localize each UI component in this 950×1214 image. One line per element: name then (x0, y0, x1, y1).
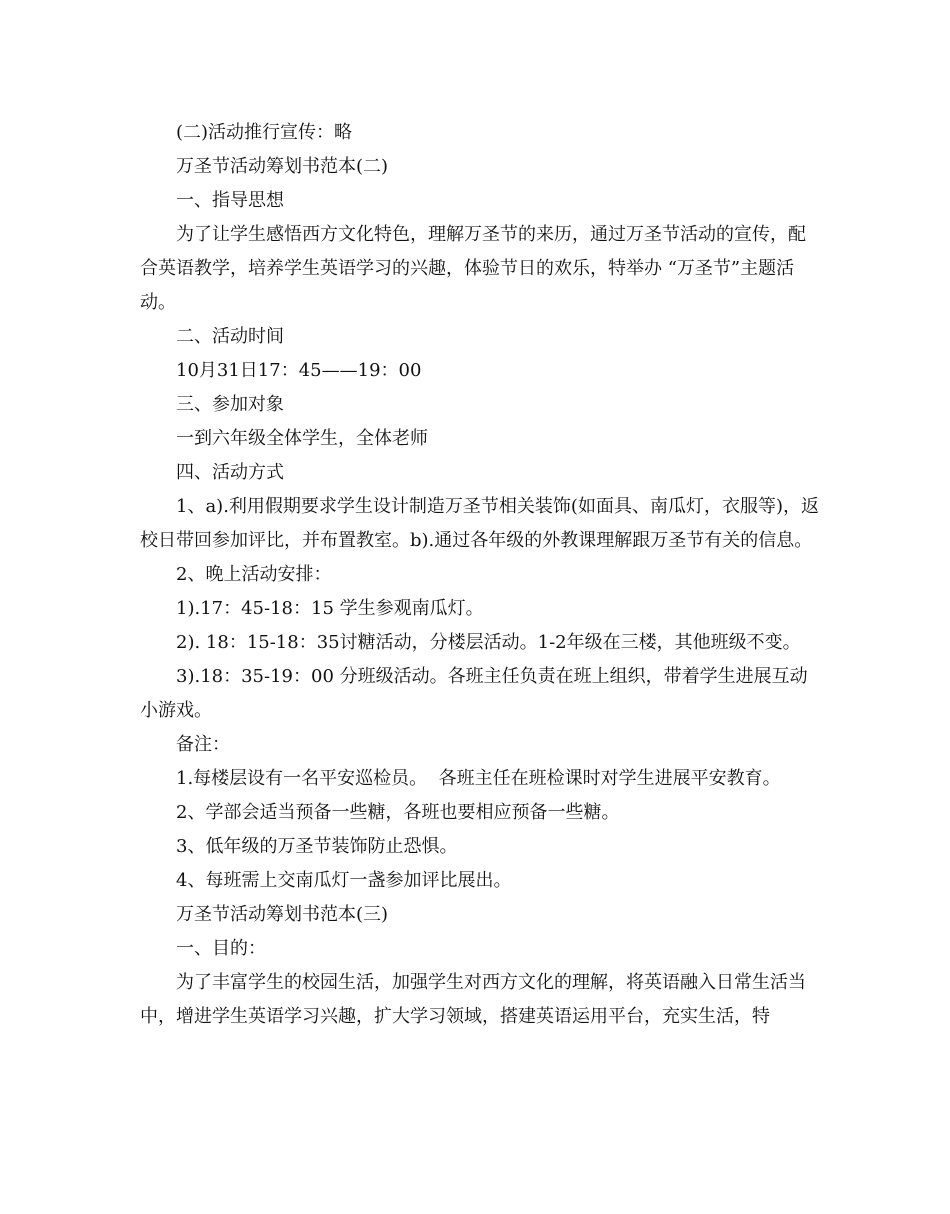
note-item-2: 2、学部会适当预备一些糖，各班也要相应预备一些糖。 (176, 802, 620, 823)
section-title-sample-2: 万圣节活动筹划书范本(二) (176, 156, 389, 177)
paragraph-method-1: 1、a).利用假期要求学生设计制造万圣节相关装饰(如面具、南瓜灯，衣服等)，返校日带回参加评比，并布置教室。b).通过各年级的外教课理解跟万圣节有关的信息。 (140, 496, 819, 551)
heading-participants: 三、参加对象 (176, 394, 284, 415)
schedule-item-3: 3).18：35-19：00 分班级活动。各班主任负责在班上组织，带着学生进展互动小游戏。 (140, 666, 808, 721)
heading-notes: 备注： (176, 734, 230, 755)
schedule-item-2: 2). 18：15-18：35讨糖活动，分楼层活动。1-2年级在三楼，其他班级不变。 (176, 632, 801, 653)
paragraph-purpose: 为了丰富学生的校园生活，加强学生对西方文化的理解，将英语融入日常生活当中，增进学生英语学习兴趣，扩大学习领域，搭建英语运用平台，充实生活，特 (140, 972, 806, 1027)
heading-guiding-thought: 一、指导思想 (176, 190, 284, 211)
heading-purpose: 一、目的： (176, 938, 266, 959)
paragraph-publicity: (二)活动推行宣传：略 (176, 122, 353, 143)
heading-activity-method: 四、活动方式 (176, 462, 284, 483)
note-item-3: 3、低年级的万圣节装饰防止恐惧。 (176, 836, 458, 857)
paragraph-guiding-thought: 为了让学生感悟西方文化特色，理解万圣节的来历，通过万圣节活动的宣传，配合英语教学，培养学生英语学习的兴趣，体验节日的欢乐，特举办 “万圣节”主题活动。 (140, 224, 806, 313)
note-item-1: 1.每楼层设有一名平安巡检员。 各班主任在班检课时对学生进展平安教育。 (176, 768, 781, 789)
note-item-4: 4、每班需上交南瓜灯一盏参加评比展出。 (176, 870, 512, 891)
paragraph-method-2: 2、晚上活动安排： (176, 564, 332, 585)
document-body (140, 116, 820, 1034)
paragraph-activity-time: 10月31日17：45——19：00 (176, 360, 422, 381)
schedule-item-1: 1).17：45-18：15 学生参观南瓜灯。 (176, 598, 484, 619)
section-title-sample-3: 万圣节活动筹划书范本(三) (176, 904, 389, 925)
heading-activity-time: 二、活动时间 (176, 326, 284, 347)
paragraph-participants: 一到六年级全体学生，全体老师 (176, 428, 428, 449)
